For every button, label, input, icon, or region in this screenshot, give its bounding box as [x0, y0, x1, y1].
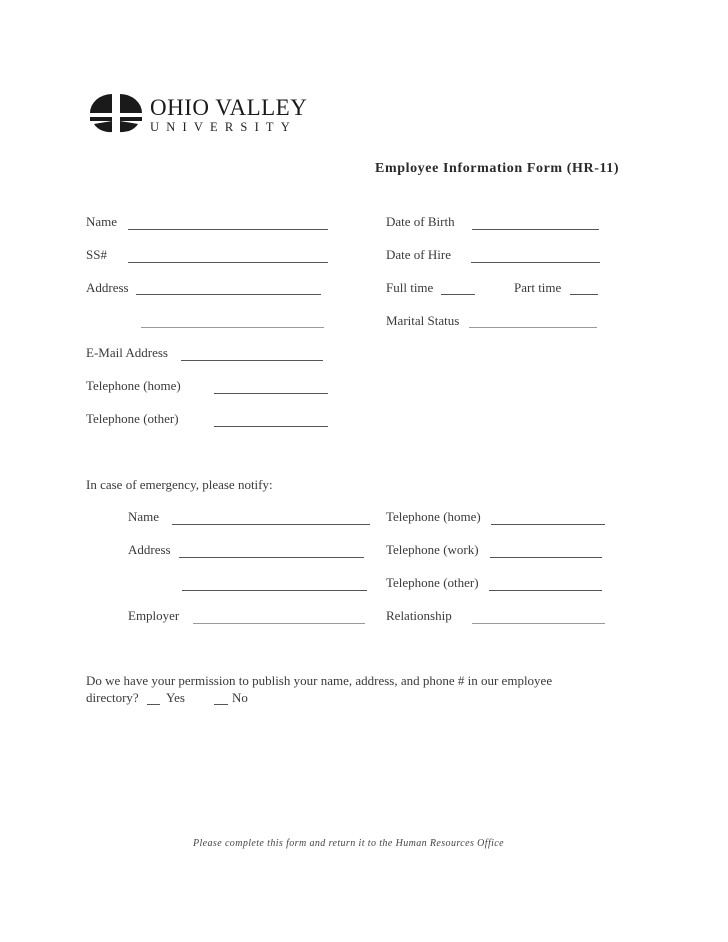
address-label: Address — [86, 280, 129, 295]
permission-no-checkbox-line[interactable] — [214, 704, 228, 705]
date-of-birth-label: Date of Birth — [386, 214, 455, 229]
logo-subtitle: UNIVERSITY — [150, 120, 297, 134]
emergency-telephone-other-label: Telephone (other) — [386, 575, 479, 590]
name-input-line[interactable] — [128, 229, 328, 230]
logo-mark-icon — [88, 92, 144, 134]
permission-question-line-2: directory? — [86, 690, 139, 705]
date-of-hire-input-line[interactable] — [471, 262, 600, 263]
telephone-home-input-line[interactable] — [214, 393, 328, 394]
logo-name: OHIO VALLEY — [150, 95, 308, 120]
emergency-telephone-other-input-line[interactable] — [489, 590, 602, 591]
marital-status-input-line[interactable] — [469, 327, 597, 328]
full-time-input-line[interactable] — [441, 294, 475, 295]
emergency-telephone-work-label: Telephone (work) — [386, 542, 479, 557]
footer-instructions: Please complete this form and return it to the Human Resources Office — [193, 838, 504, 849]
emergency-telephone-home-input-line[interactable] — [491, 524, 605, 525]
part-time-input-line[interactable] — [570, 294, 598, 295]
emergency-heading: In case of emergency, please notify: — [86, 477, 273, 492]
permission-yes-checkbox-line[interactable] — [147, 704, 160, 705]
ssn-label: SS# — [86, 247, 107, 262]
email-label: E-Mail Address — [86, 345, 168, 360]
date-of-hire-label: Date of Hire — [386, 247, 451, 262]
ssn-input-line[interactable] — [128, 262, 328, 263]
permission-yes-label: Yes — [166, 690, 185, 705]
address-input-line-2[interactable] — [141, 327, 324, 328]
emergency-employer-input-line[interactable] — [193, 623, 365, 624]
address-input-line[interactable] — [136, 294, 321, 295]
emergency-address-input-line[interactable] — [179, 557, 364, 558]
telephone-home-label: Telephone (home) — [86, 378, 181, 393]
marital-status-label: Marital Status — [386, 313, 460, 328]
permission-no-label: No — [232, 690, 248, 705]
emergency-address-label: Address — [128, 542, 171, 557]
name-label: Name — [86, 214, 118, 229]
emergency-name-label: Name — [128, 509, 160, 524]
emergency-address-input-line-2[interactable] — [182, 590, 367, 591]
emergency-telephone-work-input-line[interactable] — [490, 557, 602, 558]
telephone-other-label: Telephone (other) — [86, 411, 179, 426]
part-time-label: Part time — [514, 280, 562, 295]
telephone-other-input-line[interactable] — [214, 426, 328, 427]
emergency-relationship-label: Relationship — [386, 608, 452, 623]
full-time-label: Full time — [386, 280, 434, 295]
emergency-employer-label: Employer — [128, 608, 180, 623]
date-of-birth-input-line[interactable] — [472, 229, 599, 230]
emergency-relationship-input-line[interactable] — [472, 623, 605, 624]
emergency-telephone-home-label: Telephone (home) — [386, 509, 481, 524]
email-input-line[interactable] — [181, 360, 323, 361]
emergency-name-input-line[interactable] — [172, 524, 370, 525]
form-title: Employee Information Form (HR-11) — [375, 161, 620, 176]
permission-question: Do we have your permission to publish your name, address, and phone # in our employee — [86, 673, 553, 688]
